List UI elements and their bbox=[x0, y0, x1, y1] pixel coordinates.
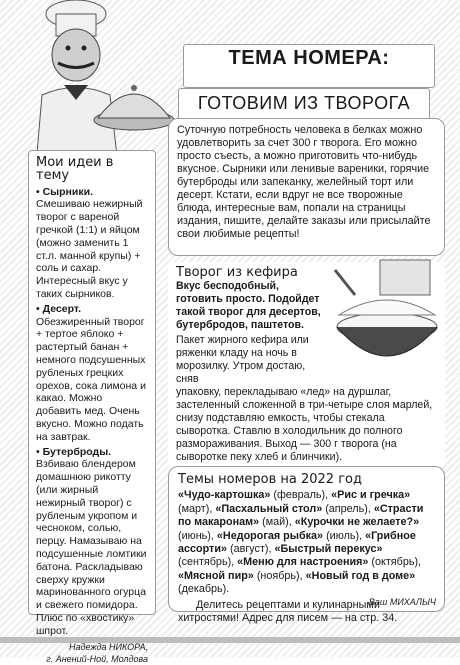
ideas-column bbox=[28, 150, 156, 665]
idea-item bbox=[36, 303, 148, 444]
theme-title: «Меню для настроения» bbox=[237, 556, 369, 569]
theme-title: «Недорогая рыбка» bbox=[216, 529, 324, 542]
theme-title: «Грибное ассорти» bbox=[178, 529, 416, 556]
theme-month: (май), bbox=[259, 516, 295, 529]
cottage-cheese-bowl-illustration bbox=[325, 255, 450, 375]
theme-month: (декабрь). bbox=[178, 583, 230, 596]
kefir-lead: Вкус бесподобный, готовить просто. Подойдет такой творог для десертов, бутербродов, паштетов. bbox=[176, 280, 321, 331]
footer-decoration bbox=[0, 630, 460, 657]
theme-title: «Новый год в доме» bbox=[305, 569, 416, 582]
idea-title: • Бутерброды. bbox=[36, 445, 112, 458]
theme-title: «Быстрый перекус» bbox=[274, 543, 383, 556]
idea-title: • Десерт. bbox=[36, 302, 81, 315]
kefir-heading: Творог из кефира bbox=[176, 265, 298, 280]
idea-item bbox=[36, 446, 148, 638]
kefir-body-1: Пакет жирного кефира или ряженки кладу на ночь в морозилку. Утром достаю, сняв bbox=[176, 334, 309, 385]
intro-callout bbox=[168, 118, 445, 256]
ideas-signature-name: Надежда НИКОРА, bbox=[68, 642, 148, 653]
title-box bbox=[183, 44, 435, 88]
idea-text: Смешиваю нежирный творог с вареной гречкой (1:1) и яйцом (можно заменить 1 ст.л. манной крупы) + соль и сахар. Интересный вкус у таких сырников. bbox=[36, 198, 143, 300]
theme-month: (август), bbox=[227, 543, 275, 556]
theme-month: (июнь), bbox=[178, 529, 217, 542]
themes-signature: Ваш МИХАЛЫЧ bbox=[368, 596, 436, 607]
theme-title: «Мясной пир» bbox=[178, 569, 254, 582]
theme-title: «Пасхальный стол» bbox=[215, 502, 323, 515]
kefir-body-2: упаковку, перекладываю «лед» на дуршлаг, застеленный сложенной в три-четыре слоя марлей, снизу подставляю емкость, чтобы стекала сыворотка. Ставлю в холодильник до полного размораживания. Выход — 300 г творога (на сыворотке пеку хлеб и блинчики). bbox=[176, 386, 433, 463]
theme-month: (ноябрь), bbox=[253, 569, 306, 582]
idea-text: Обезжиренный творог + тертое яблоко + растертый банан + немного подсушенных рубленых грецких орехов, сока лимона и какао. Можно добавить мед. Очень вкусно. Можно подать на завтрак. bbox=[36, 315, 146, 443]
theme-month: (октябрь), bbox=[368, 556, 422, 569]
theme-month: (март), bbox=[178, 502, 216, 515]
page-subtitle: ГОТОВИМ ИЗ ТВОРОГА bbox=[197, 93, 411, 113]
intro-text: Суточную потребность человека в белках можно удовлетворить за счет 300 г творога. Его можно просто съесть, а можно приготовить что-нибудь вкусное. Сырники или ленивые вареники, горячие бутерброды или запеканку, желейный торт или десерт. Кстати, если вдруг не все творожные блюда, интересные вам, попали на страницы издания, пишите, делайте заказы или присылайте свои любимые рецепты! bbox=[177, 124, 431, 240]
idea-title: • Сырники. bbox=[36, 185, 93, 198]
idea-text: Взбиваю блендером домашнюю рикотту (или жирный нежирный творог) с рубленым укропом и чесноком, солью, перцу. Намазываю на подсушенные ломтики батона. Раскладываю сверху кружки маринованного огурца и свежего помидора. Плюс по «хвостику» шпрот. bbox=[36, 458, 147, 637]
ideas-signature-place: г. Анений-Ной, Молдова bbox=[46, 654, 148, 665]
theme-title: «Чудо-картошка» bbox=[178, 489, 271, 502]
theme-month: (апрель), bbox=[322, 502, 374, 515]
themes-list bbox=[178, 489, 435, 596]
page-title: ТЕМА НОМЕРА: bbox=[228, 47, 390, 69]
chef-illustration bbox=[6, 0, 176, 165]
theme-title: «Страсти по макаронам» bbox=[178, 502, 424, 529]
themes-closing: Делитесь рецептами и кулинарными хитростями! Адрес для писем — на стр. 34. bbox=[178, 598, 398, 625]
theme-month: (сентябрь), bbox=[178, 556, 238, 569]
theme-month: (февраль), bbox=[270, 489, 332, 502]
ideas-heading: Мои идеи в тему bbox=[36, 155, 114, 183]
themes-heading: Темы номеров на 2022 год bbox=[178, 472, 362, 487]
idea-item bbox=[36, 186, 148, 301]
themes-box bbox=[168, 466, 445, 625]
theme-month: (июль), bbox=[323, 529, 366, 542]
subtitle-box bbox=[178, 88, 430, 120]
theme-title: «Рис и гречка» bbox=[331, 489, 411, 502]
theme-title: «Курочки не желаете?» bbox=[294, 516, 420, 529]
